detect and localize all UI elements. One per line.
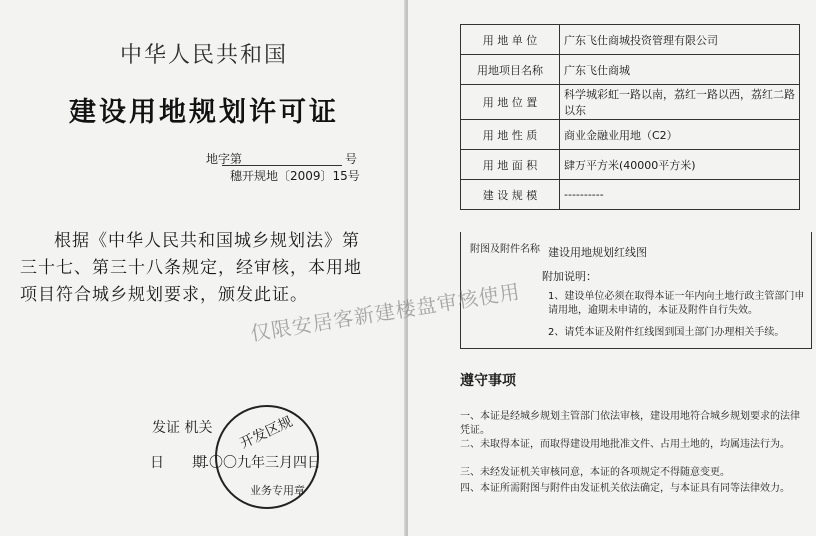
certificate-title: 建设用地规划许可证 bbox=[69, 97, 339, 128]
land-info-table bbox=[460, 24, 800, 210]
cert-number-label: 地字第 bbox=[206, 152, 243, 166]
note-title: 附加说明： bbox=[542, 270, 597, 283]
watermark: 仅限安居客新建楼盘审核使用 bbox=[248, 279, 523, 346]
obey-item: 四、本证所需附图与附件由发证机关依法确定，与本证具有同等法律效力。 bbox=[460, 483, 790, 494]
row-value: 广东飞仕商城 bbox=[560, 55, 800, 85]
row-value: 肆万平方米(40000平方米) bbox=[560, 150, 800, 180]
note-item: 1、建设单位必须在取得本证一年内向土地行政主管部门申请用地，逾期未申请的，本证及附件自行失效。 bbox=[548, 291, 805, 316]
table-row bbox=[461, 120, 800, 150]
row-label: 用地项目名称 bbox=[461, 55, 560, 85]
country-title: 中华人民共和国 bbox=[119, 43, 288, 68]
table-row bbox=[461, 150, 800, 180]
cert-number-value: 穗开规地〔2009〕15号 bbox=[230, 169, 360, 183]
seal-bottom-text: 业务专用章 bbox=[250, 484, 305, 497]
row-label: 用 地 位 置 bbox=[461, 85, 560, 120]
row-value: ---------- bbox=[560, 180, 800, 210]
row-label: 用 地 单 位 bbox=[461, 25, 560, 55]
row-value: 广东飞仕商城投资管理有限公司 bbox=[560, 25, 800, 55]
row-label: 用 地 性 质 bbox=[461, 120, 560, 150]
seal-top-text: 开发区规 bbox=[237, 413, 296, 452]
note-item: 2、请凭本证及附件红线图到国土部门办理相关手续。 bbox=[548, 327, 785, 338]
row-value: 科学城彩虹一路以南，荔红一路以西，荔红二路以东 bbox=[560, 85, 800, 120]
row-label: 建 设 规 模 bbox=[461, 180, 560, 210]
issuer-label: 发证 机关 bbox=[152, 420, 213, 436]
row-label: 用 地 面 积 bbox=[461, 150, 560, 180]
attachment-value: 建设用地规划红线图 bbox=[548, 246, 647, 259]
table-row bbox=[461, 55, 800, 85]
cert-number-suffix: 号 bbox=[345, 152, 358, 166]
obey-item: 一、本证是经城乡规划主管部门依法审核，建设用地符合城乡规划要求的法律凭证。 bbox=[460, 411, 800, 436]
row-value: 商业金融业用地（C2） bbox=[560, 120, 800, 150]
obey-title: 遵守事项 bbox=[460, 373, 516, 389]
table-row bbox=[461, 25, 800, 55]
attachment-label: 附图及附件名称 bbox=[470, 244, 540, 255]
obey-item: 三、未经发证机关审核同意，本证的各项规定不得随意变更。 bbox=[460, 467, 730, 478]
table-row bbox=[461, 180, 800, 210]
date-value: 二〇〇九年三月四日 bbox=[195, 455, 321, 471]
date-label: 日 期 bbox=[150, 455, 206, 471]
obey-item: 二、未取得本证，而取得建设用地批准文件、占用土地的，均属违法行为。 bbox=[460, 439, 790, 450]
table-row bbox=[461, 85, 800, 120]
certificate-body-text: 根据《中华人民共和国城乡规划法》第三十七、第三十八条规定，经审核，本用地项目符合城乡规划要求，颁发此证。 bbox=[20, 231, 362, 305]
cert-number-underline bbox=[222, 165, 342, 166]
